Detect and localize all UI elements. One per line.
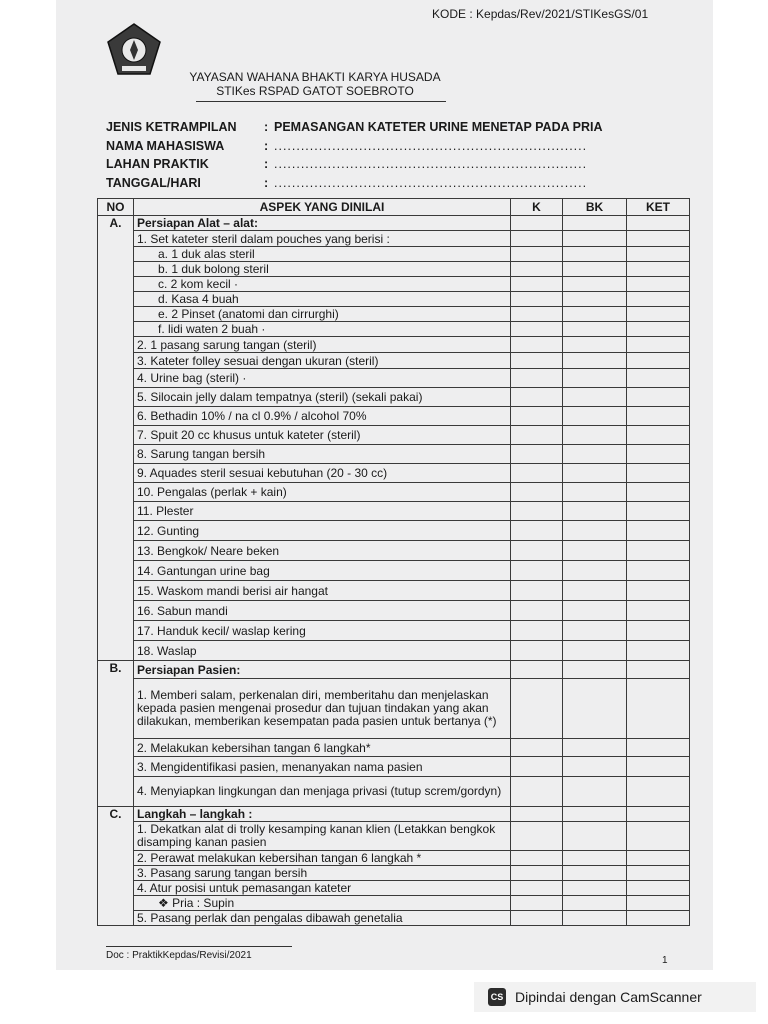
table-row: 15. Waskom mandi berisi air hangat bbox=[98, 581, 690, 601]
document-footer: Doc : PraktikKepdas/Revisi/2021 bbox=[106, 950, 252, 961]
table-header bbox=[98, 199, 690, 216]
table-row: 3. Kateter folley sesuai dengan ukuran (steril) bbox=[98, 353, 690, 369]
table-row: b. 1 duk bolong steril bbox=[98, 262, 690, 277]
practice-row: LAHAN PRAKTIK : ...................................................................... bbox=[106, 157, 588, 172]
table-row: 13. Bengkok/ Neare beken bbox=[98, 541, 690, 561]
student-row: NAMA MAHASISWA : ...................................................................... bbox=[106, 138, 588, 153]
practice-blank: ...................................................................... bbox=[274, 157, 588, 172]
section-c-no: C. bbox=[98, 807, 134, 926]
table-row: 6. Bethadin 10% / na cl 0.9% / alcohol 70% bbox=[98, 407, 690, 426]
table-row: f. lidi waten 2 buah · bbox=[98, 322, 690, 337]
camscanner-icon: CS bbox=[488, 988, 506, 1006]
table-row: 2. Perawat melakukan kebersihan tangan 6 langkah * bbox=[98, 851, 690, 866]
table-row: 7. Spuit 20 cc khusus untuk kateter (steril) bbox=[98, 426, 690, 445]
school-name: STIKes RSPAD GATOT SOEBROTO bbox=[216, 84, 414, 98]
foundation-name: YAYASAN WAHANA BHAKTI KARYA HUSADA bbox=[189, 70, 441, 84]
table-row: 17. Handuk kecil/ waslap kering bbox=[98, 621, 690, 641]
section-row bbox=[98, 661, 690, 679]
table-row: 4. Urine bag (steril) · bbox=[98, 369, 690, 388]
table-row: 18. Waslap bbox=[98, 641, 690, 661]
footer-divider bbox=[106, 946, 292, 947]
table-row: 2. Melakukan kebersihan tangan 6 langkah* bbox=[98, 739, 690, 757]
date-row: TANGGAL/HARI : ...................................................................... bbox=[106, 175, 588, 190]
institution-name bbox=[160, 70, 470, 98]
section-b-title: Persiapan Pasien: bbox=[134, 661, 511, 679]
table-row: e. 2 Pinset (anatomi dan cirrurghi) bbox=[98, 307, 690, 322]
table-row: 16. Sabun mandi bbox=[98, 601, 690, 621]
table-row: 9. Aquades steril sesuai kebutuhan (20 - 30 cc) bbox=[98, 464, 690, 483]
skill-row: JENIS KETRAMPILAN : PEMASANGAN KATETER URINE MENETAP PADA PRIA bbox=[106, 120, 603, 135]
table-row: 12. Gunting bbox=[98, 521, 690, 541]
section-b-no: B. bbox=[98, 661, 134, 807]
camscanner-text: Dipindai dengan CamScanner bbox=[515, 989, 702, 1005]
header-aspek: ASPEK YANG DINILAI bbox=[134, 199, 511, 216]
table-row: c. 2 kom kecil · bbox=[98, 277, 690, 292]
date-blank: ...................................................................... bbox=[274, 175, 588, 190]
identity-block bbox=[106, 118, 666, 192]
table-row: 14. Gantungan urine bag bbox=[98, 561, 690, 581]
section-row bbox=[98, 216, 690, 231]
table-row: d. Kasa 4 buah bbox=[98, 292, 690, 307]
document-code: KODE : Kepdas/Rev/2021/STIKesGS/01 bbox=[432, 7, 649, 21]
assessment-table bbox=[97, 198, 690, 926]
section-c-title: Langkah – langkah : bbox=[134, 807, 511, 822]
table-row: a. 1 duk alas steril bbox=[98, 247, 690, 262]
section-row bbox=[98, 807, 690, 822]
section-a-title: Persiapan Alat – alat: bbox=[134, 216, 511, 231]
table-row: 4. Atur posisi untuk pemasangan kateter bbox=[98, 881, 690, 896]
header-ket: KET bbox=[627, 199, 690, 216]
student-name-blank: ...................................................................... bbox=[274, 138, 588, 153]
header-divider bbox=[196, 101, 446, 102]
header-k: K bbox=[511, 199, 563, 216]
section-a-no: A. bbox=[98, 216, 134, 661]
table-row: 10. Pengalas (perlak + kain) bbox=[98, 483, 690, 502]
page-number: 1 bbox=[662, 955, 668, 966]
table-row: 3. Mengidentifikasi pasien, menanyakan nama pasien bbox=[98, 757, 690, 777]
table-row: 5. Silocain jelly dalam tempatnya (steril) (sekali pakai) bbox=[98, 388, 690, 407]
table-row: 11. Plester bbox=[98, 502, 690, 521]
table-row: 5. Pasang perlak dan pengalas dibawah genetalia bbox=[98, 911, 690, 926]
table-row: 1. Memberi salam, perkenalan diri, memberitahu dan menjelaskan kepada pasien mengenai prosedur dan tujuan tindakan yang akan dilakukan, memberikan kesempatan pada pasien untuk bertanya (*) bbox=[98, 679, 690, 739]
table-row: 8. Sarung tangan bersih bbox=[98, 445, 690, 464]
table-row: 3. Pasang sarung tangan bersih bbox=[98, 866, 690, 881]
header-bk: BK bbox=[563, 199, 627, 216]
table-row: 4. Menyiapkan lingkungan dan menjaga privasi (tutup screm/gordyn) bbox=[98, 777, 690, 807]
header-no: NO bbox=[98, 199, 134, 216]
table-row: 2. 1 pasang sarung tangan (steril) bbox=[98, 337, 690, 353]
institution-logo-icon bbox=[104, 22, 164, 80]
camscanner-watermark bbox=[474, 982, 756, 1012]
table-row: 1. Dekatkan alat di trolly kesamping kanan klien (Letakkan bengkok disamping kanan pasien bbox=[98, 822, 690, 851]
table-row: ❖ Pria : Supin bbox=[98, 896, 690, 911]
table-row: 1. Set kateter steril dalam pouches yang berisi : bbox=[98, 231, 690, 247]
skill-value: PEMASANGAN KATETER URINE MENETAP PADA PRIA bbox=[274, 120, 603, 135]
